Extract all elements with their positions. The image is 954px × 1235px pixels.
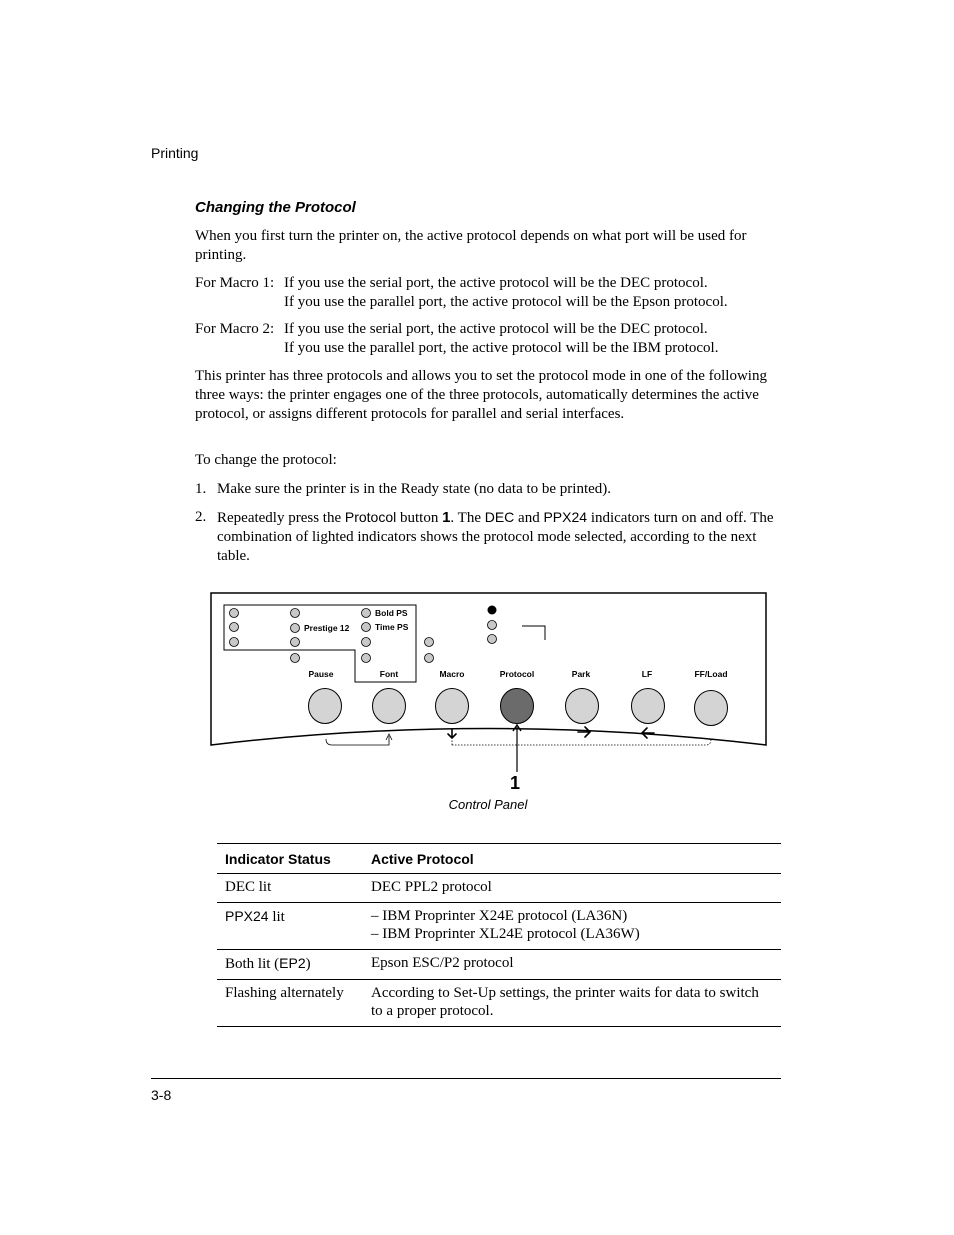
ff-load-label: FF/Load (694, 669, 728, 679)
protocol-cell: According to Set-Up settings, the printer waits for data to switch to a proper protocol. (371, 985, 759, 1019)
font-label: Font (379, 669, 399, 679)
ff-load-button (695, 691, 728, 726)
font-label-bold-ps: Bold PS (375, 608, 408, 618)
ppx24-indicator-ref: PPX24 (543, 509, 588, 525)
protocol-table (217, 843, 781, 1027)
table-row (217, 980, 781, 1027)
font-label-time-ps: Time PS (375, 622, 409, 632)
dotted-bracket (452, 739, 711, 745)
status-cell: DEC lit (225, 879, 272, 895)
macro2-label: For Macro 2: (195, 321, 275, 337)
led (230, 609, 239, 618)
led (425, 638, 434, 647)
led-lit (488, 606, 497, 615)
protocol-button-ref: Protocol (344, 509, 397, 525)
font-button (373, 689, 406, 724)
table-row (217, 950, 781, 980)
protocol-button (501, 689, 534, 724)
led (362, 654, 371, 663)
down-arrow-icon (448, 729, 456, 738)
macro1-parallel: If you use the parallel port, the active protocol will be the Epson protocol. (284, 294, 728, 310)
protocols-paragraph: This printer has three protocols and allows you to set the protocol mode in one of the following three ways: the printer engages one of the three protocols, automatically determines the active protocol, or assigns different protocols for parallel and serial interfaces. (195, 368, 767, 422)
font-label-prestige: Prestige 12 (304, 623, 350, 633)
macro-label: Macro (439, 669, 465, 679)
header-active-protocol: Active Protocol (371, 851, 474, 867)
pause-button (309, 689, 342, 724)
led (291, 624, 300, 633)
to-change-text: To change the protocol: (195, 452, 337, 468)
protocol-cell: – IBM Proprinter X24E protocol (LA36N) – IBM Proprinter XL24E protocol (LA36W) (371, 908, 640, 942)
footer-rule (151, 1078, 781, 1079)
protocol-cell: Epson ESC/P2 protocol (371, 955, 514, 971)
macro-button (436, 689, 469, 724)
led (362, 638, 371, 647)
page-number: 3-8 (151, 1087, 172, 1103)
pause-font-bracket (326, 736, 389, 745)
led (230, 623, 239, 632)
step-2-number: 2. (195, 509, 207, 525)
led (362, 609, 371, 618)
macro2-parallel: If you use the parallel port, the active protocol will be the IBM protocol. (284, 340, 719, 356)
dec-indicator-ref: DEC (484, 509, 515, 525)
step-1-number: 1. (195, 481, 207, 497)
led (488, 621, 497, 630)
led (291, 609, 300, 618)
macro2-serial: If you use the serial port, the active protocol will be the DEC protocol. (284, 321, 708, 337)
table-row (217, 903, 781, 950)
callout-ref: 1 (442, 509, 451, 526)
park-button (566, 689, 599, 724)
protocol-label: Protocol (499, 669, 535, 679)
macro1-label: For Macro 1: (195, 275, 275, 291)
control-panel-figure (205, 588, 775, 796)
lf-label: LF (641, 669, 653, 679)
pause-label: Pause (308, 669, 334, 679)
intro-paragraph: When you first turn the printer on, the active protocol depends on what port will be used for printing. (195, 228, 747, 263)
table-header-row (217, 844, 781, 874)
figure-caption: Control Panel (448, 797, 528, 812)
led (291, 654, 300, 663)
protocol-cell: DEC PPL2 protocol (371, 879, 492, 895)
status-cell: Flashing alternately (225, 985, 344, 1001)
led (488, 635, 497, 644)
led (230, 638, 239, 647)
step-2-text: Repeatedly press the Protocol button 1. The DEC and PPX24 indicators turn on and off. The combination of lighted indicators shows the protocol mode selected, according to the next table. (217, 509, 774, 564)
macro1-serial: If you use the serial port, the active protocol will be the DEC protocol. (284, 275, 708, 291)
status-cell: PPX24 lit (225, 908, 285, 925)
park-label: Park (571, 669, 591, 679)
led (291, 638, 300, 647)
callout-number: 1 (509, 773, 521, 793)
lf-button (632, 689, 665, 724)
running-header: Printing (151, 145, 199, 161)
step-1-text: Make sure the printer is in the Ready state (no data to be printed). (217, 481, 612, 497)
header-indicator-status: Indicator Status (225, 851, 331, 867)
table-row (217, 874, 781, 903)
led (425, 654, 434, 663)
led (362, 623, 371, 632)
section-title: Changing the Protocol (195, 199, 356, 216)
status-cell: Both lit (EP2) (225, 955, 311, 972)
